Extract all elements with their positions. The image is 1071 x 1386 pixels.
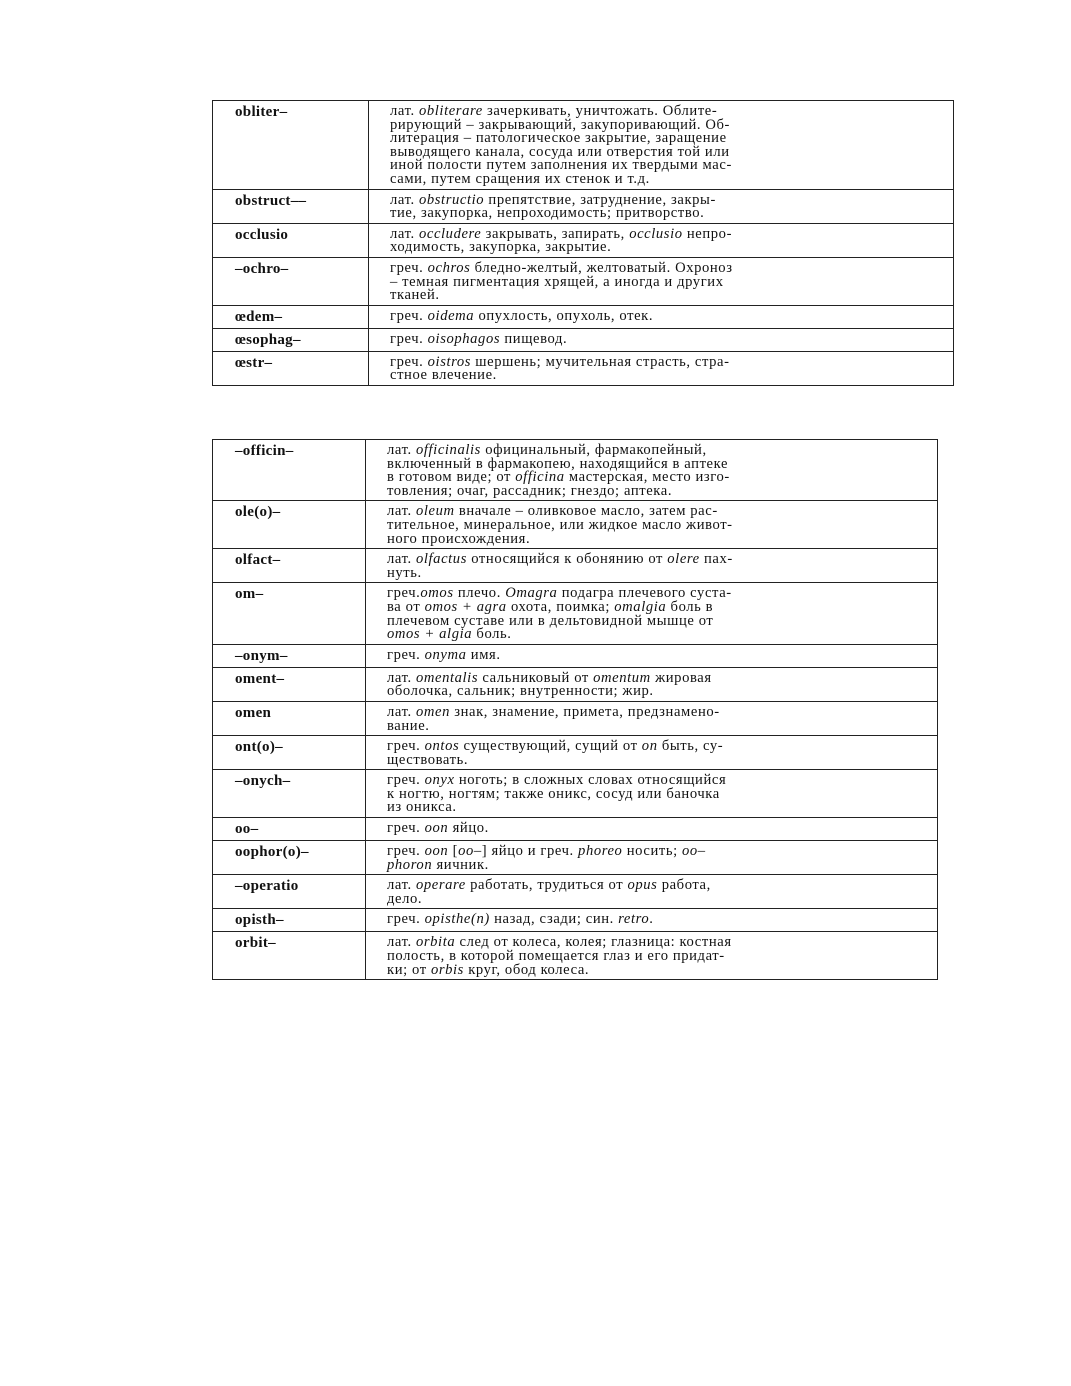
definition-italic-term: omalgia: [614, 598, 667, 615]
definition-text: лат.: [390, 103, 419, 119]
term-cell: –officin–: [213, 440, 366, 501]
glossary-row: [213, 701, 938, 735]
definition-italic-term: omos: [420, 585, 454, 602]
term-cell: omen: [213, 701, 366, 735]
definition-text: боль в плечевом суставе или в дельтовидной мышце от: [387, 598, 714, 629]
definition-italic-term: ochros: [427, 259, 471, 276]
definition-text: греч.: [387, 911, 425, 928]
glossary-row: [213, 549, 938, 583]
definition-cell: [369, 257, 954, 305]
definition-cell: [366, 818, 938, 841]
definition-italic-term: oon: [424, 820, 449, 837]
definition-text: препятствие, затруднение, закры- тие, закупорка, непроходимость; притворство.: [390, 191, 716, 222]
term-cell: olfact–: [213, 549, 366, 583]
definition-text: [: [448, 843, 459, 860]
definition-text: греч.: [387, 772, 425, 789]
definition-text: зачеркивать, уничтожать. Облите- рирующий – закрывающий, закупоривающий. Об- литерация – патологическое закрытие, заращение выводящего канала, сосуда или отверстия той или иной полости путем заполнения их твердыми мас- сами, путем сращения их стенок и т.д.: [390, 103, 732, 187]
definition-text: пах- нуть.: [387, 551, 733, 581]
definition-text: ноготь; в сложных словах относящийся к ногтю, ногтям; также оникс, сосуд или баночка из оникса.: [387, 772, 727, 816]
definition-text: греч.: [387, 646, 425, 663]
definition-text: работа, дело.: [387, 877, 711, 907]
glossary-table-2: [212, 439, 938, 980]
definition-text: пищевод.: [500, 330, 568, 347]
definition-text: лат.: [390, 225, 419, 242]
term-cell: obliter–: [213, 101, 369, 190]
definition-italic-term: omen: [415, 703, 450, 720]
definition-text: лат.: [387, 934, 416, 951]
definition-cell: [369, 189, 954, 223]
glossary-row: [213, 583, 938, 644]
definition-text: назад, сзади; син.: [489, 911, 619, 928]
definition-italic-term: retro: [618, 911, 650, 928]
glossary-row: [213, 501, 938, 549]
definition-text: подагра плечевого суста- ва от: [387, 585, 732, 615]
definition-text: шершень; мучительная страсть, стра- стное влечение.: [390, 353, 730, 384]
definition-text: существующий, сущий от: [459, 738, 642, 755]
definition-text: имя.: [466, 646, 501, 663]
glossary-row: [213, 932, 938, 980]
definition-italic-term: ontos: [424, 738, 460, 755]
definition-italic-term: obstructio: [418, 191, 485, 208]
glossary-row: [213, 770, 938, 818]
definition-italic-term: orbis: [430, 961, 464, 978]
definition-italic-term: onyma: [424, 646, 467, 663]
glossary-table-1: [212, 100, 954, 386]
term-cell: oment–: [213, 667, 366, 701]
glossary-row: [213, 875, 938, 909]
definition-cell: [366, 583, 938, 644]
definition-italic-term: officinalis: [415, 442, 481, 458]
definition-cell: [366, 549, 938, 583]
definition-text: мастерская, место изго- товления; очаг, рассадник; гнездо; аптека.: [387, 469, 730, 499]
definition-text: плечо.: [453, 585, 506, 602]
definition-cell: [369, 223, 954, 257]
definition-text: вначале – оливковое масло, затем рас- тительное, минеральное, или жидкое масло живот- ного происхождения.: [387, 503, 733, 547]
definition-text: непро- ходимость, закупорка, закрытие.: [390, 225, 733, 256]
definition-italic-term: oo–: [458, 843, 482, 860]
glossary-row: [213, 736, 938, 770]
definition-text: лат.: [390, 191, 419, 208]
term-cell: –ochro–: [213, 257, 369, 305]
glossary-row: [213, 440, 938, 501]
definition-italic-term: omentum: [593, 669, 651, 686]
glossary-row: [213, 818, 938, 841]
glossary-row: [213, 223, 954, 257]
definition-text: носить;: [622, 843, 682, 860]
definition-text: опухлость, опухоль, отек.: [474, 307, 654, 324]
definition-cell: [366, 440, 938, 501]
definition-text: след от колеса, колея; глазница: костная полость, в которой помещается глаз и его придат- ки; от: [387, 934, 732, 978]
definition-text: лат.: [387, 703, 416, 720]
definition-cell: [366, 875, 938, 909]
definition-text: греч.: [390, 307, 428, 324]
term-cell: œsophag–: [213, 328, 369, 351]
term-cell: ole(o)–: [213, 501, 366, 549]
definition-italic-term: obliterare: [418, 103, 483, 119]
definition-italic-term: occludere: [418, 225, 482, 242]
definition-cell: [369, 101, 954, 190]
definition-text: греч.: [390, 330, 428, 347]
term-cell: occlusio: [213, 223, 369, 257]
definition-text: боль.: [472, 626, 512, 643]
glossary-row: [213, 305, 954, 328]
glossary-row: [213, 909, 938, 932]
definition-italic-term: orbita: [415, 934, 456, 951]
definition-text: знак, знамение, примета, предзнамено- вание.: [387, 703, 720, 734]
definition-italic-term: olfactus: [415, 551, 467, 568]
definition-cell: [366, 841, 938, 875]
definition-text: закрывать, запирать,: [481, 225, 630, 242]
definition-text: лат.: [387, 442, 416, 458]
term-cell: opisth–: [213, 909, 366, 932]
term-cell: –onych–: [213, 770, 366, 818]
definition-italic-term: oon: [424, 843, 449, 860]
definition-italic-term: oo– phoron: [387, 843, 706, 873]
definition-italic-term: opisthe(n): [424, 911, 490, 928]
definition-text: бледно-желтый, желтоватый. Охроноз – темная пигментация хрящей, а иногда и других тканей.: [390, 259, 733, 304]
definition-cell: [366, 932, 938, 980]
term-cell: om–: [213, 583, 366, 644]
definition-text: греч.: [387, 585, 421, 602]
definition-cell: [369, 351, 954, 385]
term-cell: oo–: [213, 818, 366, 841]
term-cell: orbit–: [213, 932, 366, 980]
definition-text: лат.: [387, 503, 416, 520]
glossary-row: [213, 644, 938, 667]
definition-text: лат.: [387, 669, 416, 686]
definition-italic-term: oisophagos: [427, 330, 501, 347]
term-cell: ont(o)–: [213, 736, 366, 770]
definition-cell: [366, 909, 938, 932]
glossary-row: [213, 667, 938, 701]
glossary-row: [213, 841, 938, 875]
glossary-row: [213, 257, 954, 305]
glossary-row: [213, 101, 954, 190]
term-cell: oophor(o)–: [213, 841, 366, 875]
definition-text: греч.: [390, 353, 428, 370]
definition-italic-term: phoreo: [578, 843, 623, 860]
definition-italic-term: on: [641, 738, 658, 755]
definition-text: греч.: [387, 738, 425, 755]
term-cell: –onym–: [213, 644, 366, 667]
definition-italic-term: operare: [415, 877, 466, 894]
definition-italic-term: oleum: [415, 503, 455, 520]
definition-text: греч.: [390, 259, 428, 276]
term-cell: œdem–: [213, 305, 369, 328]
definition-italic-term: oidema: [427, 307, 475, 324]
definition-text: относящийся к обонянию от: [466, 551, 668, 568]
definition-text: яйцо.: [448, 820, 489, 837]
definition-italic-term: olere: [667, 551, 700, 568]
definition-cell: [366, 736, 938, 770]
definition-text: лат.: [387, 551, 416, 568]
definition-text: яичник.: [432, 856, 489, 873]
glossary-row: [213, 351, 954, 385]
term-cell: obstruct––: [213, 189, 369, 223]
definition-text: греч.: [387, 843, 425, 860]
definition-text: круг, обод колеса.: [463, 961, 590, 978]
definition-text: лат.: [387, 877, 416, 894]
definition-text: жировая оболочка, сальник; внутренности; жир.: [387, 669, 712, 700]
glossary-row: [213, 189, 954, 223]
definition-italic-term: occlusio: [629, 225, 683, 242]
definition-cell: [366, 501, 938, 549]
definition-text: сальниковый от: [478, 669, 594, 686]
definition-italic-term: Omagra: [505, 585, 558, 602]
term-cell: œstr–: [213, 351, 369, 385]
definition-text: охота, поимка;: [506, 598, 615, 615]
definition-text: греч.: [387, 820, 425, 837]
glossary-row: [213, 328, 954, 351]
definition-italic-term: omos + agra: [424, 598, 507, 615]
definition-cell: [366, 644, 938, 667]
definition-text: официнальный, фармакопейный, включенный в фармакопею, находящийся в аптеке в готовом виде; от: [387, 442, 729, 486]
definition-text: ] яйцо и греч.: [481, 843, 579, 860]
definition-italic-term: oistros: [427, 353, 472, 370]
definition-text: .: [649, 911, 654, 928]
definition-cell: [366, 667, 938, 701]
definition-italic-term: officina: [515, 469, 565, 486]
definition-cell: [366, 770, 938, 818]
definition-italic-term: opus: [627, 877, 658, 894]
definition-italic-term: omos + algia: [387, 626, 473, 643]
definition-italic-term: omentalis: [415, 669, 479, 686]
definition-cell: [369, 328, 954, 351]
definition-cell: [369, 305, 954, 328]
definition-text: работать, трудиться от: [465, 877, 628, 894]
term-cell: –operatio: [213, 875, 366, 909]
definition-text: быть, су- ществовать.: [387, 738, 724, 768]
definition-cell: [366, 701, 938, 735]
definition-italic-term: onyx: [424, 772, 455, 789]
